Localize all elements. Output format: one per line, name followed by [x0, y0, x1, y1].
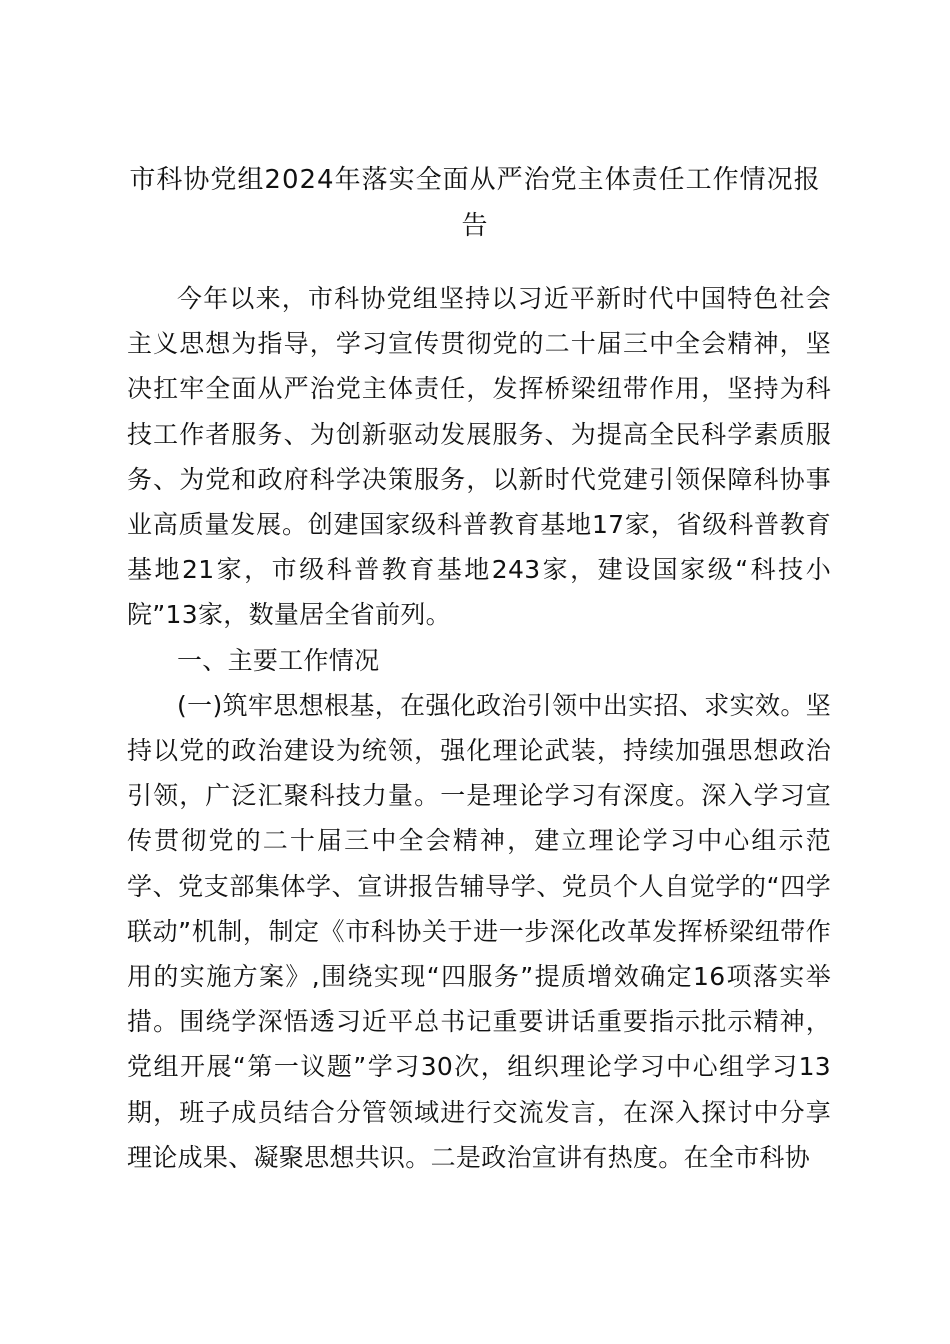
- section-heading-main-work: 一、主要工作情况: [177, 645, 380, 675]
- paragraph-subsection-1: (一)筑牢思想根基，在强化政治引领中出实招、求实效。坚持以党的政治建设为统领，强化理论武装，持续加强思想政治引领，广泛汇聚科技力量。一是理论学习有深度。深入学习宣传贯彻党的二十届三中全会精神，建立理论学习中心组示范学、党支部集体学、宣讲报告辅导学、党员个人自觉学的“四学联动”机制，制定《市科协关于进一步深化改革发挥桥梁纽带作用的实施方案》,围绕实现“四服务”提质增效确定16项落实举措。围绕学深悟透习近平总书记重要讲话重要指示批示精神，党组开展“第一议题”学习30次，组织理论学习中心组学习13期，班子成员结合分管领域进行交流发言，在深入探讨中分享理论成果、凝聚思想共识。二是政治宣讲有热度。在全市科协: [127, 690, 831, 1172]
- document-body: [127, 276, 831, 1180]
- document-title: 市科协党组2024年落实全面从严治党主体责任工作情况报告: [129, 165, 821, 241]
- paragraph-intro: 今年以来，市科协党组坚持以习近平新时代中国特色社会主义思想为指导，学习宣传贯彻党的二十届三中全会精神，坚决扛牢全面从严治党主体责任，发挥桥梁纽带作用，坚持为科技工作者服务、为创新驱动发展服务、为提高全民科学素质服务、为党和政府科学决策服务，以新时代党建引领保障科协事业高质量发展。创建国家级科普教育基地17家，省级科普教育基地21家，市级科普教育基地243家，建设国家级“科技小院”13家，数量居全省前列。: [127, 284, 831, 630]
